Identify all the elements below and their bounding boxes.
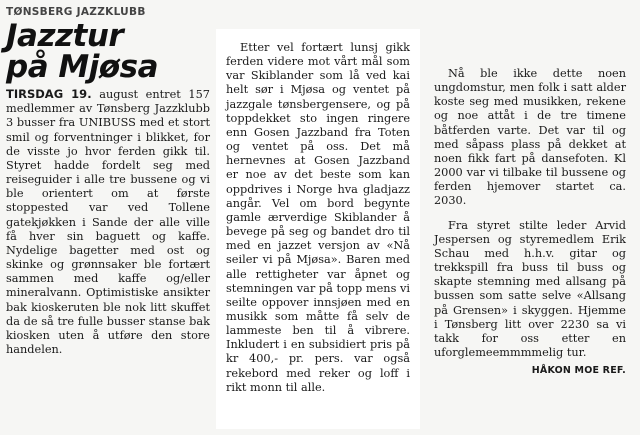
lead-day: TIRSDAG 19.	[6, 87, 92, 102]
paragraph-lunch: Etter vel fortært lunsj gikk ferden videre mot vårt mål som var Skiblander som lå ved kai helt sør i Mjøsa og ventet på jazzgale tønsbergensere, og på toppdekket sto ingen ringere enn Gosen Jazzband fra Toten og ventet på oss. Det må hernevnes at Gosen Jazzband er noe av det beste som kan oppdrives i Norge hva gladjazz angår. Vel om bord begynte gamle ærverdige Skiblander å bevege på seg og bandet dro til med en jazzet versjon av «Nå seiler vi på Mjøsa». Baren med alle rettigheter var åpnet og stemningen var på topp mens vi seilte oppover innsjøen med en musikk som måtte få selv de lammeste ben til å vibrere. Inkludert i en subsidiert pris på kr 400,- pr. pers. var også rekebord med reker og loff i rikt monn til alle.	[226, 41, 410, 394]
section-kicker: TØNSBERG JAZZKLUBB	[6, 6, 146, 18]
headline-line-2: på Mjøsa	[6, 49, 159, 86]
column-left	[6, 5, 210, 357]
headline-line-1: Jazztur	[6, 18, 124, 55]
lead-paragraph	[6, 87, 210, 357]
lead-body: august entret 157 medlemmer av Tønsberg Jazzklubb 3 busser fra UNIBUSS med et stort smil og forventninger i blikket, for de visste jo hvor ferden gikk til. Styret hadde fordelt seg med reiseguider i alle tre bussene og vi ble orientert om at første stoppested var ved Tollene gatekjøkken i Sande der alle ville få hver sin baguett og kaffe. Nydelige bagetter med ost og skinke og grønnsaker ble fortært sammen med kaffe og/eller mineralvann. Optimistiske ansikter bak kioskeruten ble nok litt skuffet da de så tre fulle busser stanse bak kiosken uten å utføre den store handelen.	[6, 88, 210, 356]
paragraph-board: Fra styret stilte leder Arvid Jespersen og styremedlem Erik Schau med h.h.v. gitar og trekkspill fra buss til buss og skapte stemning med allsang på bussen som satte selve «Allsang på Grensen» i skyggen. Hjemme i Tønsberg litt over 2230 sa vi takk for oss etter en uforglemeemmmmelig tur.	[434, 218, 626, 359]
paragraph-return: Nå ble ikke dette noen ungdomstur, men folk i satt alder koste seg med musikken, rekene og noe attåt i de tre timene båtferden varte. Det var til og med såpass plass på dekket at noen fikk fart på dansefoten. Kl 2000 var vi tilbake til bussene og ferden hjemover startet ca. 2030.	[434, 67, 626, 208]
column-right	[426, 62, 634, 378]
column-middle	[216, 29, 420, 429]
byline: HÅKON MOE REF.	[531, 365, 626, 377]
headline	[6, 18, 210, 86]
